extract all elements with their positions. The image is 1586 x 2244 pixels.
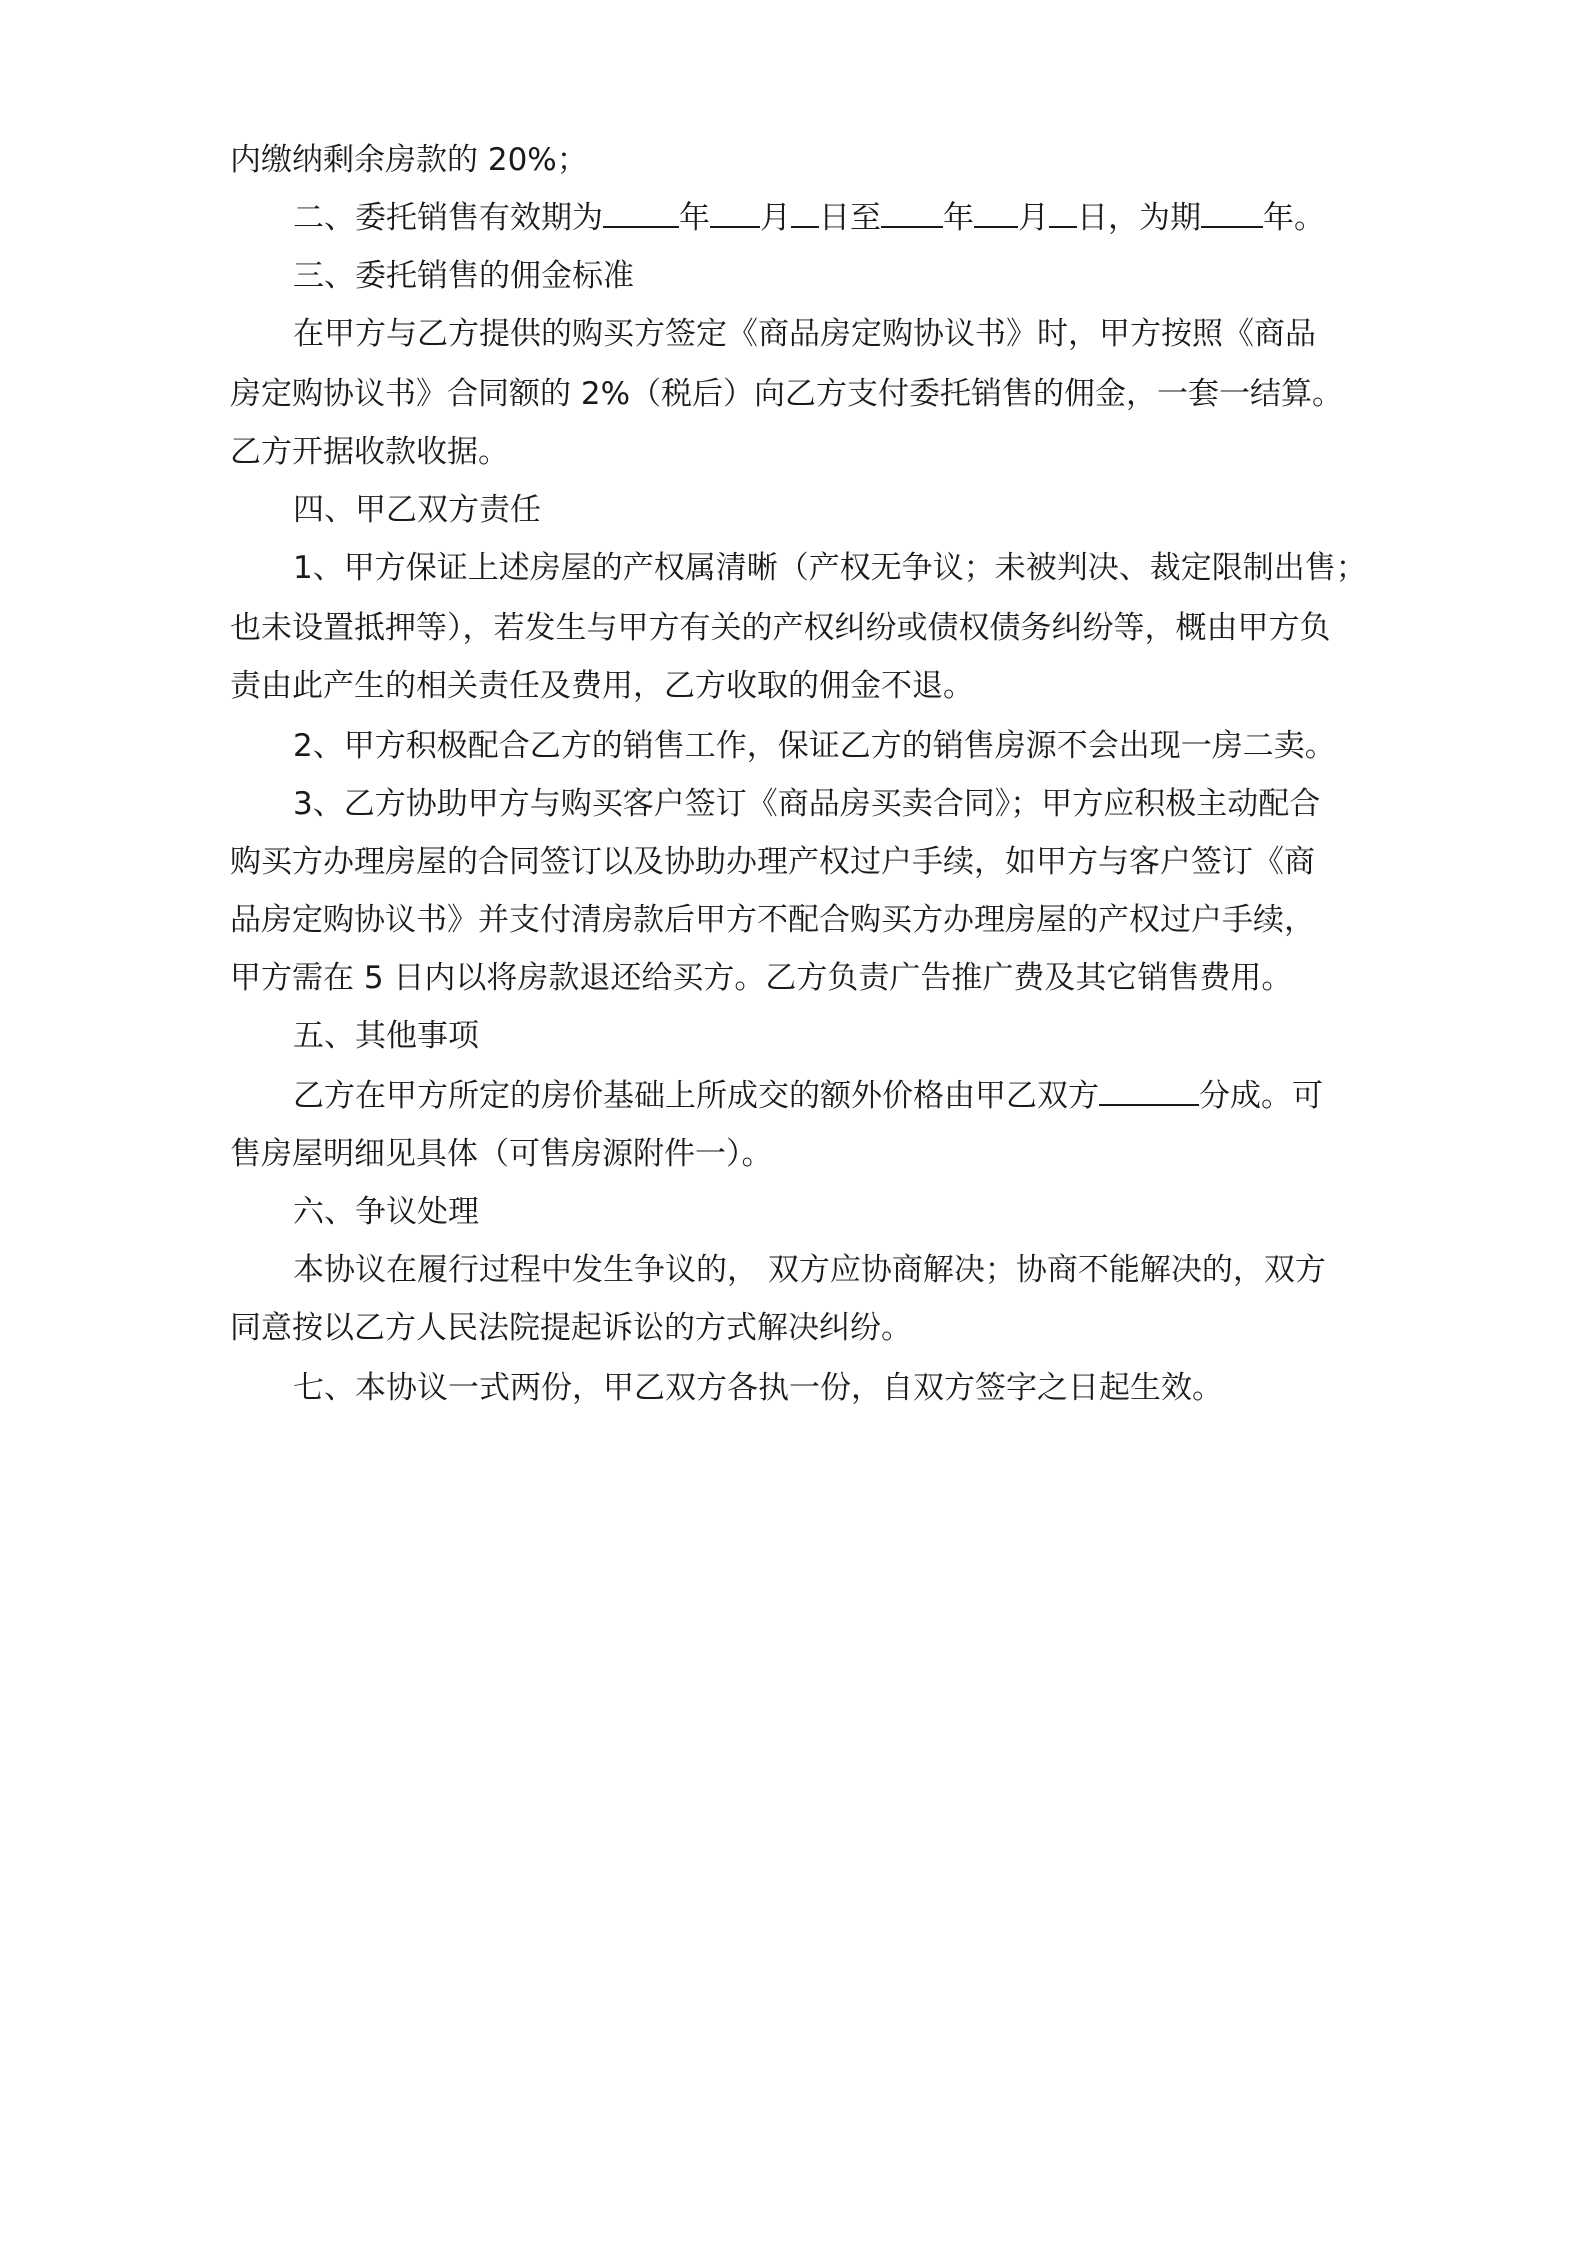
paragraph-resp-2: 2、甲方积极配合乙方的销售工作，保证乙方的销售房源不会出现一房二卖。 bbox=[293, 728, 1336, 764]
paragraph-resp-1-line-2: 也未设置抵押等），若发生与甲方有关的产权纠纷或债权债务纠纷等，概由甲方负 bbox=[230, 610, 1331, 646]
paragraph-dispute-line-2: 同意按以乙方人民法院提起诉讼的方式解决纠纷。 bbox=[230, 1310, 912, 1346]
year-end-label: 年。 bbox=[1263, 200, 1325, 236]
year-label: 年 bbox=[679, 200, 710, 236]
month-label: 月 bbox=[760, 200, 791, 236]
validity-label: 二、委托销售有效期为 bbox=[293, 200, 603, 236]
paragraph-resp-3-line-1: 3、乙方协助甲方与购买客户签订《商品房买卖合同》；甲方应积极主动配合 bbox=[293, 786, 1321, 822]
paragraph-commission-line-2: 房定购协议书》合同额的 2%（税后）向乙方支付委托销售的佣金，一套一结算。 bbox=[230, 376, 1344, 412]
paragraph-resp-3-line-4: 甲方需在 5 日内以将房款退还给买方。乙方负责广告推广费及其它销售费用。 bbox=[230, 960, 1293, 996]
paragraph-effectiveness: 七、本协议一式两份，甲乙双方各执一份，自双方签字之日起生效。 bbox=[293, 1370, 1223, 1406]
paragraph-payment-remainder: 内缴纳剩余房款的 20%； bbox=[230, 142, 588, 178]
blank-end-month[interactable] bbox=[974, 196, 1018, 228]
paragraph-other-line-1 bbox=[293, 1074, 1433, 1118]
heading-dispute-resolution: 六、争议处理 bbox=[293, 1194, 479, 1230]
paragraph-validity-period bbox=[293, 196, 1433, 240]
heading-commission-standard: 三、委托销售的佣金标准 bbox=[293, 258, 634, 294]
blank-start-year[interactable] bbox=[603, 196, 679, 228]
blank-split-ratio[interactable] bbox=[1099, 1074, 1199, 1106]
blank-start-month[interactable] bbox=[710, 196, 760, 228]
paragraph-resp-1-line-1: 1、甲方保证上述房屋的产权属清晰（产权无争议；未被判决、裁定限制出售； bbox=[293, 550, 1367, 586]
paragraph-other-line-2: 售房屋明细见具体（可售房源附件一）。 bbox=[230, 1136, 773, 1172]
month-label: 月 bbox=[1018, 200, 1049, 236]
paragraph-commission-line-3: 乙方开据收款收据。 bbox=[230, 434, 509, 470]
paragraph-resp-1-line-3: 责由此产生的相关责任及费用，乙方收取的佣金不退。 bbox=[230, 668, 974, 704]
blank-start-day[interactable] bbox=[791, 196, 819, 228]
split-label: 分成。可 bbox=[1199, 1078, 1323, 1114]
paragraph-dispute-line-1: 本协议在履行过程中发生争议的， 双方应协商解决；协商不能解决的，双方 bbox=[293, 1252, 1326, 1288]
year-label: 年 bbox=[943, 200, 974, 236]
paragraph-resp-3-line-3: 品房定购协议书》并支付清房款后甲方不配合购买方办理房屋的产权过户手续， bbox=[230, 902, 1315, 938]
paragraph-resp-3-line-2: 购买方办理房屋的合同签订以及协助办理产权过户手续，如甲方与客户签订《商 bbox=[230, 844, 1315, 880]
extra-price-text: 乙方在甲方所定的房价基础上所成交的额外价格由甲乙双方 bbox=[293, 1078, 1099, 1114]
blank-period-years[interactable] bbox=[1201, 196, 1263, 228]
heading-responsibilities: 四、甲乙双方责任 bbox=[293, 492, 541, 528]
heading-other-matters: 五、其他事项 bbox=[293, 1018, 479, 1054]
day-to-label: 日至 bbox=[819, 200, 881, 236]
blank-end-year[interactable] bbox=[881, 196, 943, 228]
blank-end-day[interactable] bbox=[1049, 196, 1077, 228]
period-label: 日，为期 bbox=[1077, 200, 1201, 236]
paragraph-commission-line-1: 在甲方与乙方提供的购买方签定《商品房定购协议书》时，甲方按照《商品 bbox=[293, 316, 1316, 352]
